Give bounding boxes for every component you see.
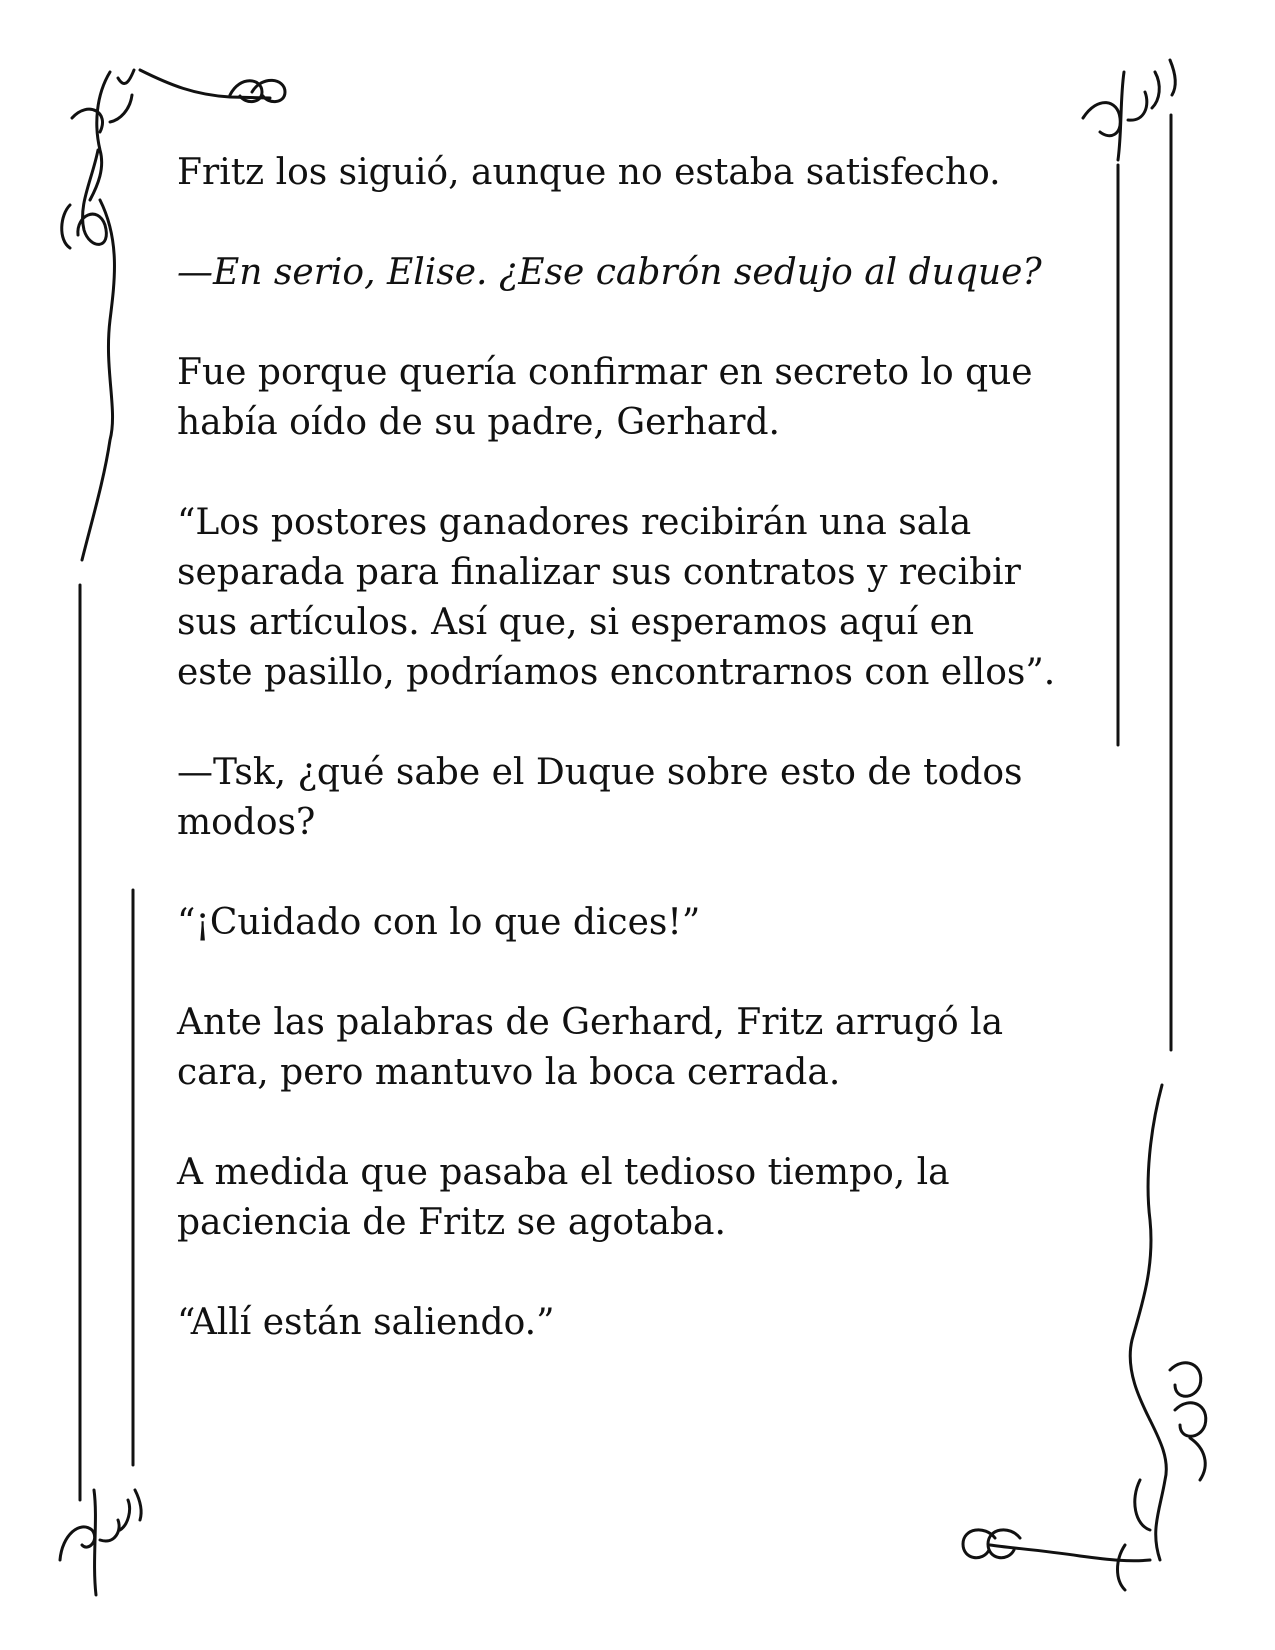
paragraph: Fritz los siguió, aunque no estaba satisfecho. (177, 152, 1001, 193)
paragraph: —Tsk, ¿qué sabe el Duque sobre esto de todos modos? (177, 752, 1023, 843)
paragraph-italic-dialogue: —En serio, Elise. ¿Ese cabrón sedujo al duque? (177, 252, 1042, 293)
paragraph: “¡Cuidado con lo que dices!” (177, 902, 701, 943)
paragraph: “Allí están saliendo.” (177, 1302, 555, 1343)
paragraph: Ante las palabras de Gerhard, Fritz arrugó la cara, pero mantuvo la boca cerrada. (177, 1002, 1004, 1093)
body-text (177, 148, 1107, 1398)
paragraph: A medida que pasaba el tedioso tiempo, la paciencia de Fritz se agotaba. (177, 1152, 950, 1243)
paragraph: Fue porque quería confirmar en secreto lo que había oído de su padre, Gerhard. (177, 352, 1033, 443)
flourish-bottom-left-icon (60, 1490, 141, 1595)
flourish-top-right-icon (1083, 60, 1175, 160)
paragraph: “Los postores ganadores recibirán una sala separada para finalizar sus contratos y recibir sus artículos. Así que, si esperamos aquí en este pasillo, podríamos encontrarnos con ellos”. (177, 502, 1056, 693)
